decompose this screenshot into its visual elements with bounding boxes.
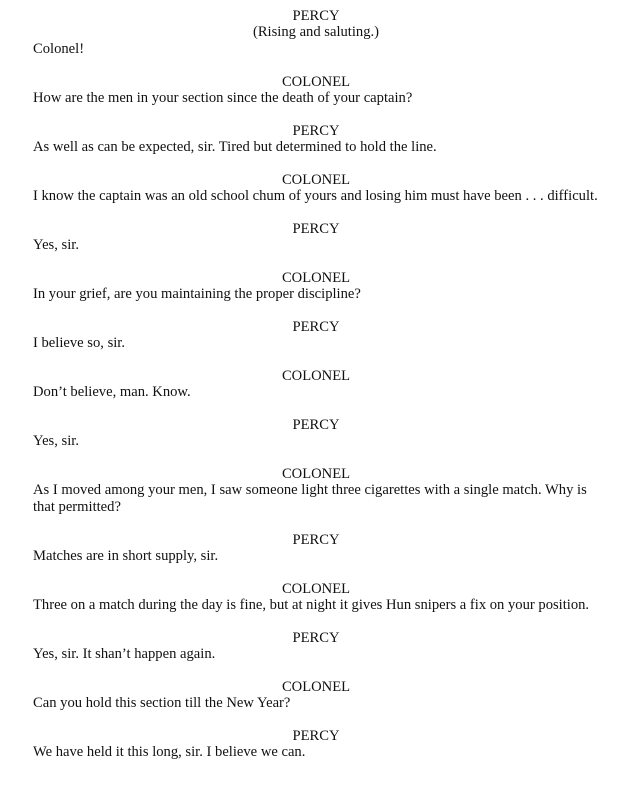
dialogue-line: Yes, sir. — [33, 237, 79, 253]
dialogue-block — [33, 319, 599, 352]
speaker-name: PERCY — [292, 221, 340, 237]
dialogue-line: Three on a match during the day is fine, but at night it gives Hun snipers a fix on your position. — [33, 597, 590, 613]
stage-direction: (Rising and saluting.) — [252, 24, 380, 40]
dialogue-block — [33, 466, 599, 516]
speaker-name: COLONEL — [281, 172, 351, 188]
dialogue-block — [33, 270, 599, 303]
dialogue-block — [33, 630, 599, 663]
speaker-name: COLONEL — [281, 368, 351, 384]
dialogue-line: As I moved among your men, I saw someone light three cigarettes with a single match. Why is that permitted? — [33, 482, 587, 515]
dialogue-line: As well as can be expected, sir. Tired but determined to hold the line. — [33, 139, 437, 155]
dialogue-line: I know the captain was an old school chum of yours and losing him must have been . . . difficult. — [33, 188, 598, 204]
dialogue-block — [33, 581, 599, 614]
dialogue-block — [33, 728, 599, 761]
speaker-name: COLONEL — [281, 679, 351, 695]
speaker-name: PERCY — [292, 8, 340, 24]
dialogue-line: Yes, sir. — [33, 433, 79, 449]
dialogue-block — [33, 74, 599, 107]
speaker-name: PERCY — [292, 417, 340, 433]
dialogue-line: Yes, sir. It shan’t happen again. — [33, 646, 216, 662]
dialogue-block — [33, 172, 599, 205]
speaker-name: COLONEL — [281, 270, 351, 286]
dialogue-line: How are the men in your section since the death of your captain? — [33, 90, 413, 106]
dialogue-block — [33, 679, 599, 712]
speaker-name: PERCY — [292, 728, 340, 744]
dialogue-block — [33, 417, 599, 450]
dialogue-line: In your grief, are you maintaining the proper discipline? — [33, 286, 361, 302]
dialogue-line: Matches are in short supply, sir. — [33, 548, 219, 564]
dialogue-line: Colonel! — [33, 41, 85, 57]
dialogue-line: I believe so, sir. — [33, 335, 126, 351]
speaker-name: PERCY — [292, 123, 340, 139]
dialogue-line: Can you hold this section till the New Year? — [33, 695, 291, 711]
dialogue-block — [33, 123, 599, 156]
speaker-name: PERCY — [292, 630, 340, 646]
dialogue-line: Don’t believe, man. Know. — [33, 384, 191, 400]
speaker-name: COLONEL — [281, 581, 351, 597]
speaker-name: COLONEL — [281, 74, 351, 90]
dialogue-block — [33, 8, 599, 58]
dialogue-block — [33, 221, 599, 254]
speaker-name: PERCY — [292, 319, 340, 335]
speaker-name: PERCY — [292, 532, 340, 548]
speaker-name: COLONEL — [281, 466, 351, 482]
dialogue-block — [33, 368, 599, 401]
dialogue-block — [33, 532, 599, 565]
dialogue-line: We have held it this long, sir. I believe we can. — [33, 744, 306, 760]
